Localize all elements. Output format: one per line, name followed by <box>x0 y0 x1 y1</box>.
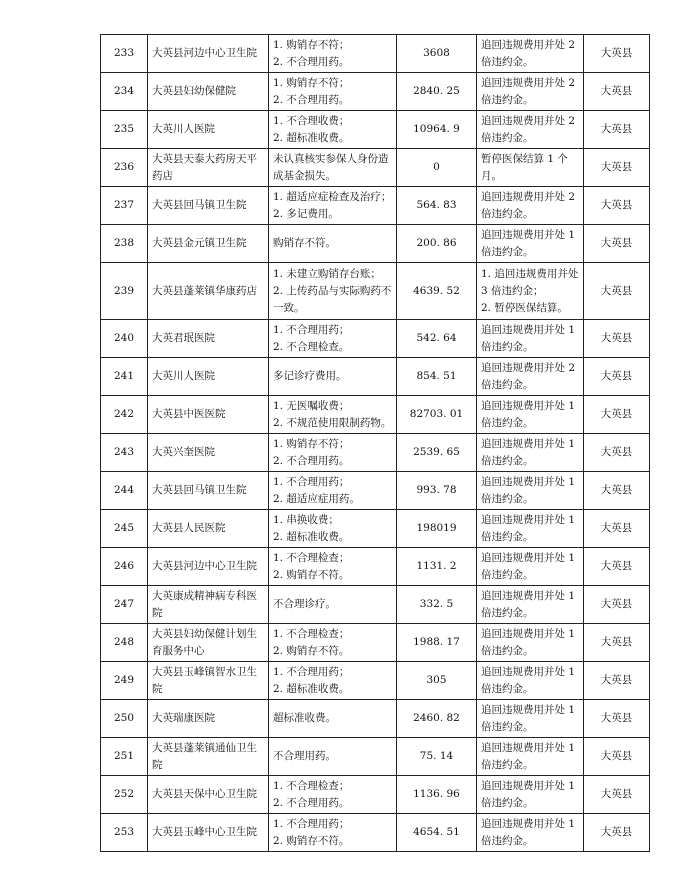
institution-name-line: 大英瑞康医院 <box>152 712 215 724</box>
table-row <box>101 624 650 662</box>
institution-name-line: 药店 <box>152 169 173 182</box>
institution-name-line: 大英县玉峰镇智水卫生 <box>152 665 257 678</box>
institution-name-cell <box>148 149 269 187</box>
region-cell: 大英县 <box>584 624 650 662</box>
region-cell: 大英县 <box>584 738 650 776</box>
institution-name-cell <box>148 434 269 472</box>
violation-amount-cell: 82703. 01 <box>397 396 477 434</box>
violation-issue-line: 成基金损失。 <box>273 169 336 182</box>
violation-issue-line: 不合理用药。 <box>273 750 336 762</box>
violation-issue-cell <box>269 700 397 738</box>
penalty-action-cell <box>477 434 584 472</box>
violation-amount-cell: 2539. 65 <box>397 434 477 472</box>
table-row <box>101 187 650 225</box>
penalty-action-line: 追回违规费用并处 1 <box>481 228 576 241</box>
violation-issue-line: 2. 不合理用药。 <box>273 55 350 68</box>
table-row <box>101 35 650 73</box>
row-number-cell: 250 <box>101 700 148 738</box>
institution-name-line: 大英县蓬莱镇华康药店 <box>152 284 257 297</box>
violation-issue-line: 2. 多记费用。 <box>273 207 339 220</box>
violation-issue-cell <box>269 73 397 111</box>
penalty-action-line: 追回违规费用并处 1 <box>481 665 576 678</box>
violation-issue-cell <box>269 662 397 700</box>
table-row <box>101 776 650 814</box>
row-number-cell: 251 <box>101 738 148 776</box>
violation-issue-line: 2. 不合理用药。 <box>273 93 350 106</box>
violation-issue-cell <box>269 396 397 434</box>
penalty-action-cell <box>477 263 584 320</box>
institution-name-line: 大英县河边中心卫生院 <box>152 47 257 59</box>
institution-name-line: 大英县人民医院 <box>152 522 226 534</box>
penalty-action-line: 倍违约金。 <box>481 245 534 258</box>
institution-name-line: 大英县天泰大药房天平 <box>152 152 257 165</box>
penalty-action-line: 追回违规费用并处 1 <box>481 703 576 716</box>
violation-issue-line: 1. 不合理用药； <box>273 323 350 336</box>
penalty-action-line: 追回违规费用并处 1 <box>481 589 576 602</box>
penalty-action-cell <box>477 510 584 548</box>
penalty-action-line: 倍违约金。 <box>481 682 534 695</box>
penalty-action-cell <box>477 149 584 187</box>
penalty-action-line: 倍违约金。 <box>481 720 534 733</box>
violation-amount-cell: 332. 5 <box>397 586 477 624</box>
institution-name-line: 院 <box>152 682 163 695</box>
row-number-cell: 245 <box>101 510 148 548</box>
penalty-action-line: 暂停医保结算 1 个 <box>481 152 568 165</box>
institution-name-line: 大英川人医院 <box>152 370 215 382</box>
table-row <box>101 814 650 852</box>
region-cell: 大英县 <box>584 472 650 510</box>
violation-issue-cell <box>269 434 397 472</box>
penalty-action-line: 追回违规费用并处 1 <box>481 475 576 488</box>
violation-issue-line: 购销存不符。 <box>273 237 336 249</box>
penalty-action-line: 1. 追回违规费用并处 <box>481 267 579 280</box>
region-cell: 大英县 <box>584 187 650 225</box>
violation-amount-cell: 10964. 9 <box>397 111 477 149</box>
penalty-action-cell <box>477 472 584 510</box>
penalty-action-line: 倍违约金。 <box>481 93 534 106</box>
region-cell: 大英县 <box>584 776 650 814</box>
penalty-action-line: 倍违约金。 <box>481 131 534 144</box>
table-row <box>101 73 650 111</box>
region-cell: 大英县 <box>584 358 650 396</box>
penalty-action-line: 月。 <box>481 169 502 182</box>
penalty-action-line: 追回违规费用并处 1 <box>481 741 576 754</box>
table-row <box>101 472 650 510</box>
penalty-action-line: 倍违约金。 <box>481 416 534 429</box>
institution-name-line: 院 <box>152 606 163 619</box>
violation-issue-line: 2. 超标准收费。 <box>273 131 350 144</box>
violation-issue-line: 一致。 <box>273 301 305 314</box>
institution-name-line: 大英县回马镇卫生院 <box>152 484 247 496</box>
row-number-cell: 235 <box>101 111 148 149</box>
violation-issue-cell <box>269 263 397 320</box>
institution-name-cell <box>148 814 269 852</box>
penalty-action-line: 追回违规费用并处 1 <box>481 399 576 412</box>
row-number-cell: 236 <box>101 149 148 187</box>
violation-issue-line: 不合理诊疗。 <box>273 598 336 610</box>
violation-issue-line: 2. 购销存不符。 <box>273 644 350 657</box>
region-cell: 大英县 <box>584 662 650 700</box>
institution-name-cell <box>148 472 269 510</box>
violation-issue-cell <box>269 35 397 73</box>
violation-issue-line: 未认真核实参保人身份造 <box>273 152 389 165</box>
violation-issue-line: 1. 不合理检查； <box>273 627 350 640</box>
institution-name-line: 大英县回马镇卫生院 <box>152 199 247 211</box>
penalty-action-line: 倍违约金。 <box>481 530 534 543</box>
penalty-action-line: 倍违约金。 <box>481 454 534 467</box>
institution-name-line: 大英川人医院 <box>152 123 215 135</box>
penalty-action-cell <box>477 814 584 852</box>
violation-issue-cell <box>269 548 397 586</box>
region-cell: 大英县 <box>584 263 650 320</box>
penalty-action-cell <box>477 225 584 263</box>
institution-name-cell <box>148 187 269 225</box>
row-number-cell: 248 <box>101 624 148 662</box>
violation-amount-cell: 4654. 51 <box>397 814 477 852</box>
institution-name-line: 大英县玉峰中心卫生院 <box>152 826 257 838</box>
table-row <box>101 396 650 434</box>
row-number-cell: 247 <box>101 586 148 624</box>
penalty-action-line: 追回违规费用并处 2 <box>481 361 576 374</box>
violation-issue-line: 2. 不合理用药。 <box>273 796 350 809</box>
row-number-cell: 246 <box>101 548 148 586</box>
institution-name-cell <box>148 510 269 548</box>
violation-issue-cell <box>269 776 397 814</box>
region-cell: 大英县 <box>584 111 650 149</box>
records-table-body <box>101 35 650 852</box>
violation-issue-line: 2. 不规范使用限制药物。 <box>273 416 392 429</box>
institution-name-cell <box>148 624 269 662</box>
penalty-action-line: 倍违约金。 <box>481 796 534 809</box>
penalty-action-line: 追回违规费用并处 1 <box>481 627 576 640</box>
violation-amount-cell: 993. 78 <box>397 472 477 510</box>
region-cell: 大英县 <box>584 73 650 111</box>
penalty-action-line: 追回违规费用并处 1 <box>481 779 576 792</box>
row-number-cell: 242 <box>101 396 148 434</box>
penalty-action-cell <box>477 776 584 814</box>
institution-name-line: 大英县蓬莱镇通仙卫生 <box>152 741 257 754</box>
violation-issue-cell <box>269 472 397 510</box>
penalty-action-cell <box>477 396 584 434</box>
penalty-action-cell <box>477 624 584 662</box>
violation-issue-cell <box>269 111 397 149</box>
penalty-action-line: 追回违规费用并处 1 <box>481 323 576 336</box>
institution-name-cell <box>148 225 269 263</box>
table-row <box>101 263 650 320</box>
institution-name-line: 大英兴奎医院 <box>152 446 215 458</box>
violation-issue-line: 1. 购销存不符； <box>273 76 350 89</box>
table-row <box>101 586 650 624</box>
region-cell: 大英县 <box>584 700 650 738</box>
institution-name-line: 大英县中医医院 <box>152 408 226 420</box>
region-cell: 大英县 <box>584 35 650 73</box>
institution-name-line: 大英县天保中心卫生院 <box>152 788 257 800</box>
violation-issue-cell <box>269 358 397 396</box>
table-row <box>101 738 650 776</box>
penalty-action-cell <box>477 586 584 624</box>
violation-issue-line: 2. 超适应症用药。 <box>273 492 360 505</box>
penalty-action-line: 倍违约金。 <box>481 55 534 68</box>
violation-amount-cell: 75. 14 <box>397 738 477 776</box>
violation-issue-cell <box>269 320 397 358</box>
violation-issue-line: 1. 不合理收费； <box>273 114 350 127</box>
violation-amount-cell: 198019 <box>397 510 477 548</box>
institution-name-cell <box>148 776 269 814</box>
violation-amount-cell: 1136. 96 <box>397 776 477 814</box>
institution-name-cell <box>148 320 269 358</box>
penalty-action-cell <box>477 187 584 225</box>
violation-issue-line: 多记诊疗费用。 <box>273 370 347 382</box>
institution-name-line: 院 <box>152 758 163 771</box>
violation-amount-cell: 564. 83 <box>397 187 477 225</box>
penalty-action-line: 倍违约金。 <box>481 340 534 353</box>
table-row <box>101 434 650 472</box>
violation-amount-cell: 2840. 25 <box>397 73 477 111</box>
institution-name-line: 大英君珉医院 <box>152 332 215 344</box>
penalty-action-line: 追回违规费用并处 1 <box>481 513 576 526</box>
table-row <box>101 700 650 738</box>
penalty-action-cell <box>477 73 584 111</box>
row-number-cell: 241 <box>101 358 148 396</box>
violation-issue-line: 1. 不合理检查； <box>273 779 350 792</box>
penalty-action-line: 2. 暂停医保结算。 <box>481 301 568 314</box>
institution-name-line: 育服务中心 <box>152 644 205 657</box>
violation-issue-line: 2. 不合理检查。 <box>273 340 350 353</box>
table-row <box>101 510 650 548</box>
violation-issue-line: 1. 购销存不符； <box>273 437 350 450</box>
violation-issue-line: 2. 不合理用药。 <box>273 454 350 467</box>
records-table <box>100 34 650 852</box>
row-number-cell: 234 <box>101 73 148 111</box>
region-cell: 大英县 <box>584 510 650 548</box>
penalty-action-cell <box>477 35 584 73</box>
violation-issue-line: 2. 超标准收费。 <box>273 682 350 695</box>
penalty-action-line: 追回违规费用并处 1 <box>481 817 576 830</box>
violation-amount-cell: 2460. 82 <box>397 700 477 738</box>
penalty-action-cell <box>477 111 584 149</box>
violation-issue-cell <box>269 187 397 225</box>
violation-issue-line: 超标准收费。 <box>273 712 336 724</box>
violation-amount-cell: 305 <box>397 662 477 700</box>
penalty-action-line: 追回违规费用并处 2 <box>481 38 576 51</box>
institution-name-cell <box>148 700 269 738</box>
penalty-action-cell <box>477 700 584 738</box>
penalty-action-line: 追回违规费用并处 2 <box>481 190 576 203</box>
institution-name-line: 大英县金元镇卫生院 <box>152 237 247 249</box>
violation-issue-cell <box>269 586 397 624</box>
violation-issue-line: 1. 不合理用药； <box>273 665 350 678</box>
penalty-action-line: 倍违约金。 <box>481 492 534 505</box>
violation-issue-line: 2. 购销存不符。 <box>273 568 350 581</box>
violation-amount-cell: 542. 64 <box>397 320 477 358</box>
violation-amount-cell: 1131. 2 <box>397 548 477 586</box>
institution-name-cell <box>148 358 269 396</box>
region-cell: 大英县 <box>584 434 650 472</box>
institution-name-cell <box>148 548 269 586</box>
table-row <box>101 548 650 586</box>
violation-amount-cell: 4639. 52 <box>397 263 477 320</box>
region-cell: 大英县 <box>584 814 650 852</box>
violation-issue-line: 2. 超标准收费。 <box>273 530 350 543</box>
table-row <box>101 358 650 396</box>
violation-issue-line: 1. 超适应症检查及治疗； <box>273 190 392 203</box>
row-number-cell: 249 <box>101 662 148 700</box>
violation-issue-line: 2. 购销存不符。 <box>273 834 350 847</box>
row-number-cell: 237 <box>101 187 148 225</box>
violation-amount-cell: 854. 51 <box>397 358 477 396</box>
violation-issue-line: 1. 不合理检查； <box>273 551 350 564</box>
institution-name-line: 大英县妇幼保健计划生 <box>152 627 257 640</box>
penalty-action-line: 追回违规费用并处 1 <box>481 551 576 564</box>
violation-issue-line: 1. 购销存不符； <box>273 38 350 51</box>
row-number-cell: 233 <box>101 35 148 73</box>
violation-issue-cell <box>269 738 397 776</box>
penalty-action-cell <box>477 548 584 586</box>
penalty-action-cell <box>477 738 584 776</box>
row-number-cell: 238 <box>101 225 148 263</box>
row-number-cell: 243 <box>101 434 148 472</box>
institution-name-cell <box>148 73 269 111</box>
region-cell: 大英县 <box>584 586 650 624</box>
penalty-action-line: 追回违规费用并处 2 <box>481 114 576 127</box>
penalty-action-line: 倍违约金。 <box>481 207 534 220</box>
row-number-cell: 244 <box>101 472 148 510</box>
violation-amount-cell: 200. 86 <box>397 225 477 263</box>
row-number-cell: 253 <box>101 814 148 852</box>
region-cell: 大英县 <box>584 396 650 434</box>
violation-issue-line: 1. 不合理用药； <box>273 817 350 830</box>
penalty-action-line: 倍违约金。 <box>481 378 534 391</box>
penalty-action-line: 追回违规费用并处 1 <box>481 437 576 450</box>
violation-issue-cell <box>269 624 397 662</box>
institution-name-cell <box>148 35 269 73</box>
violation-issue-line: 1. 不合理用药； <box>273 475 350 488</box>
institution-name-line: 大英康成精神病专科医 <box>152 589 257 602</box>
row-number-cell: 252 <box>101 776 148 814</box>
institution-name-cell <box>148 396 269 434</box>
penalty-action-line: 倍违约金。 <box>481 568 534 581</box>
institution-name-cell <box>148 586 269 624</box>
region-cell: 大英县 <box>584 225 650 263</box>
violation-issue-cell <box>269 225 397 263</box>
violation-amount-cell: 3608 <box>397 35 477 73</box>
violation-issue-cell <box>269 149 397 187</box>
violation-issue-cell <box>269 510 397 548</box>
table-row <box>101 662 650 700</box>
institution-name-cell <box>148 738 269 776</box>
institution-name-line: 大英县妇幼保健院 <box>152 85 236 97</box>
penalty-action-cell <box>477 662 584 700</box>
institution-name-cell <box>148 111 269 149</box>
row-number-cell: 240 <box>101 320 148 358</box>
institution-name-line: 大英县河边中心卫生院 <box>152 560 257 572</box>
violation-issue-line: 1. 无医嘱收费； <box>273 399 350 412</box>
row-number-cell: 239 <box>101 263 148 320</box>
violation-amount-cell: 1988. 17 <box>397 624 477 662</box>
violation-issue-line: 1. 串换收费； <box>273 513 339 526</box>
penalty-action-line: 3 倍违约金； <box>481 284 544 297</box>
region-cell: 大英县 <box>584 320 650 358</box>
penalty-action-cell <box>477 358 584 396</box>
penalty-action-line: 倍违约金。 <box>481 834 534 847</box>
violation-issue-cell <box>269 814 397 852</box>
penalty-action-line: 倍违约金。 <box>481 758 534 771</box>
table-row <box>101 320 650 358</box>
region-cell: 大英县 <box>584 149 650 187</box>
violation-amount-cell: 0 <box>397 149 477 187</box>
penalty-action-cell <box>477 320 584 358</box>
penalty-action-line: 倍违约金。 <box>481 606 534 619</box>
region-cell: 大英县 <box>584 548 650 586</box>
table-row <box>101 111 650 149</box>
table-row <box>101 149 650 187</box>
penalty-action-line: 追回违规费用并处 2 <box>481 76 576 89</box>
violation-issue-line: 1. 未建立购销存台账； <box>273 267 381 280</box>
penalty-action-line: 倍违约金。 <box>481 644 534 657</box>
institution-name-cell <box>148 263 269 320</box>
institution-name-cell <box>148 662 269 700</box>
violation-issue-line: 2. 上传药品与实际购药不 <box>273 284 392 297</box>
table-row <box>101 225 650 263</box>
